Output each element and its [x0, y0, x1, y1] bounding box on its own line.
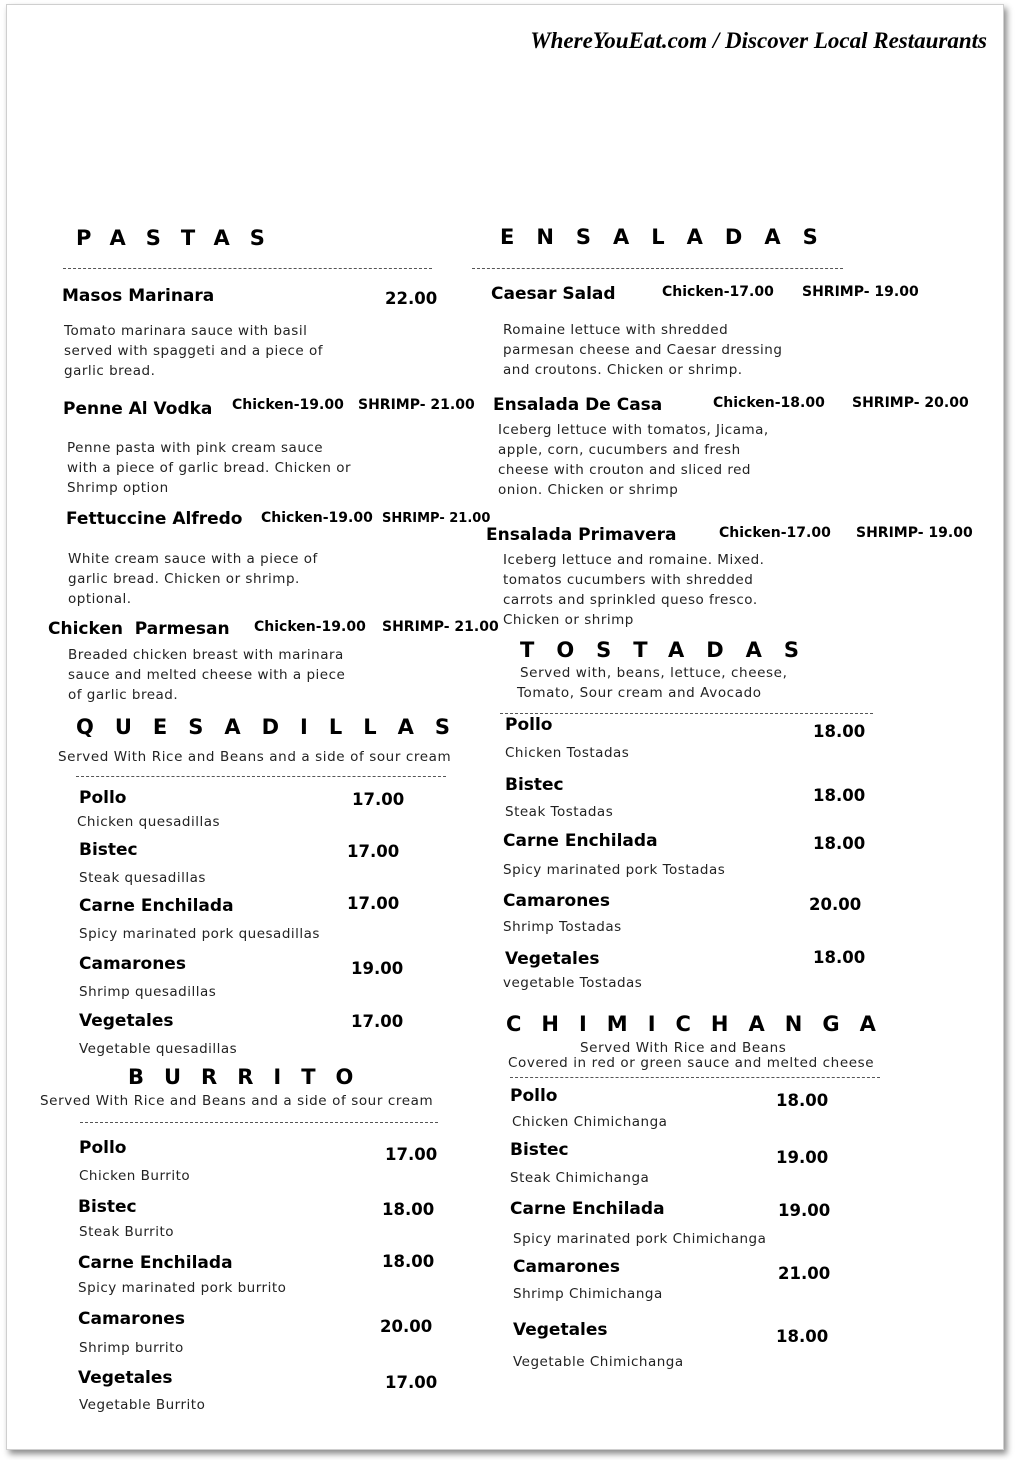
section-subtitle: Served with, beans, lettuce, cheese, — [520, 665, 788, 681]
item-price: 22.00 — [385, 289, 438, 308]
shrimp-price: SHRIMP- 19.00 — [856, 525, 973, 541]
item-desc: Steak Chimichanga — [510, 1170, 650, 1186]
item-price: 20.00 — [380, 1317, 433, 1336]
item-name: Vegetales — [505, 949, 600, 969]
item-name: Carne Enchilada — [78, 1253, 233, 1273]
item-name: Camarones — [513, 1257, 620, 1277]
section-title-ensaladas: ENSALADAS — [500, 225, 840, 249]
item-name: Masos Marinara — [62, 286, 215, 306]
item-desc: Chicken Tostadas — [505, 745, 630, 761]
item-desc: Breaded chicken breast with marinara sauce and melted cheese with a piece of garlic bread. — [68, 647, 346, 703]
shrimp-price: SHRIMP- 20.00 — [852, 395, 969, 411]
item-desc: White cream sauce with a piece of garlic bread. Chicken or shrimp. optional. — [68, 551, 318, 607]
item-name: Pollo — [505, 715, 553, 735]
item-name: Pollo — [510, 1086, 558, 1106]
item-name: Camarones — [503, 891, 610, 911]
item-desc: Chicken quesadillas — [77, 814, 221, 830]
divider — [510, 1077, 880, 1078]
item-price: 18.00 — [776, 1091, 829, 1110]
shrimp-price: SHRIMP- 21.00 — [358, 397, 475, 413]
chicken-price: Chicken-19.00 — [232, 397, 344, 413]
item-desc: Vegetable quesadillas — [79, 1041, 238, 1057]
section-title-burrito: BURRITO — [128, 1065, 374, 1089]
item-desc: Iceberg lettuce with tomatos, Jicama, apple, corn, cucumbers and fresh cheese with crouton and sliced red onion. Chicken or shrimp — [498, 422, 769, 498]
item-price: 17.00 — [347, 894, 400, 913]
item-desc: Shrimp quesadillas — [79, 984, 217, 1000]
item-desc: Tomato marinara sauce with basil served with spaggeti and a piece of garlic bread. — [64, 323, 324, 379]
chicken-price: Chicken-19.00 — [254, 619, 366, 635]
section-title-tostadas: TOSTADAS — [520, 638, 822, 662]
item-price: 18.00 — [776, 1327, 829, 1346]
chicken-price: Chicken-17.00 — [719, 525, 831, 541]
item-name: Carne Enchilada — [510, 1199, 665, 1219]
item-price: 18.00 — [813, 722, 866, 741]
item-name: Vegetales — [78, 1368, 173, 1388]
section-title-quesadillas: QUESADILLAS — [76, 715, 472, 739]
divider — [500, 713, 873, 714]
item-price: 17.00 — [347, 842, 400, 861]
item-price: 17.00 — [352, 790, 405, 809]
item-name: Camarones — [78, 1309, 185, 1329]
section-subtitle: Served With Rice and Beans — [580, 1040, 787, 1056]
item-name: Carne Enchilada — [503, 831, 658, 851]
shrimp-price: SHRIMP- 19.00 — [802, 284, 919, 300]
item-desc: Spicy marinated pork Chimichanga — [513, 1231, 767, 1247]
item-name: Bistec — [510, 1140, 569, 1160]
item-desc: Steak quesadillas — [79, 870, 206, 886]
item-name: Pollo — [79, 788, 127, 808]
item-price: 19.00 — [778, 1201, 831, 1220]
item-desc: Vegetable Chimichanga — [513, 1354, 684, 1370]
item-name: Bistec — [79, 840, 138, 860]
site-header: WhereYouEat.com / Discover Local Restaurants — [530, 28, 987, 53]
item-price: 19.00 — [351, 959, 404, 978]
item-price: 17.00 — [385, 1145, 438, 1164]
item-price: 17.00 — [351, 1012, 404, 1031]
item-name: Ensalada Primavera — [486, 525, 677, 545]
item-name: Pollo — [79, 1138, 127, 1158]
item-name: Penne Al Vodka — [63, 399, 213, 419]
item-price: 19.00 — [776, 1148, 829, 1167]
item-desc: vegetable Tostadas — [503, 975, 643, 991]
item-desc: Shrimp burrito — [79, 1340, 184, 1356]
item-desc: Shrimp Chimichanga — [513, 1286, 663, 1302]
item-price: 18.00 — [813, 948, 866, 967]
item-name: Vegetales — [513, 1320, 608, 1340]
item-name: Ensalada De Casa — [493, 395, 663, 415]
item-name: Camarones — [79, 954, 186, 974]
item-desc: Shrimp Tostadas — [503, 919, 622, 935]
item-desc: Steak Tostadas — [505, 804, 614, 820]
divider — [76, 776, 446, 777]
section-title-pastas: PASTAS — [76, 226, 285, 250]
section-subtitle: Covered in red or green sauce and melted cheese — [508, 1055, 875, 1071]
divider — [472, 268, 843, 269]
section-title-chimichanga: CHIMICHANGA — [506, 1012, 896, 1036]
item-price: 18.00 — [813, 834, 866, 853]
chicken-price: Chicken-17.00 — [662, 284, 774, 300]
divider — [63, 268, 432, 269]
item-desc: Romaine lettuce with shredded parmesan cheese and Caesar dressing and croutons. Chicken or shrimp. — [503, 322, 783, 378]
section-subtitle: Tomato, Sour cream and Avocado — [517, 685, 762, 701]
item-desc: Penne pasta with pink cream sauce with a piece of garlic bread. Chicken or Shrimp option — [67, 440, 352, 496]
item-desc: Spicy marinated pork quesadillas — [79, 926, 320, 942]
item-desc: Steak Burrito — [79, 1224, 175, 1240]
item-name: Chicken Parmesan — [48, 619, 230, 639]
item-name: Bistec — [78, 1197, 137, 1217]
section-subtitle: Served With Rice and Beans and a side of sour cream — [58, 749, 452, 765]
item-name: Caesar Salad — [491, 284, 616, 304]
item-name: Fettuccine Alfredo — [66, 509, 243, 529]
item-name: Vegetales — [79, 1011, 174, 1031]
item-desc: Chicken Burrito — [79, 1168, 191, 1184]
item-price: 18.00 — [382, 1252, 435, 1271]
chicken-price: Chicken-19.00 — [261, 510, 373, 526]
chicken-price: Chicken-18.00 — [713, 395, 825, 411]
item-desc: Spicy marinated pork burrito — [78, 1280, 287, 1296]
item-price: 17.00 — [385, 1373, 438, 1392]
section-subtitle: Served With Rice and Beans and a side of sour cream — [40, 1093, 434, 1109]
item-price: 21.00 — [778, 1264, 831, 1283]
item-price: 18.00 — [813, 786, 866, 805]
item-price: 20.00 — [809, 895, 862, 914]
item-price: 18.00 — [382, 1200, 435, 1219]
item-name: Carne Enchilada — [79, 896, 234, 916]
divider — [80, 1122, 438, 1123]
item-name: Bistec — [505, 775, 564, 795]
item-desc: Chicken Chimichanga — [512, 1114, 668, 1130]
item-desc: Vegetable Burrito — [79, 1397, 206, 1413]
shrimp-price: SHRIMP- 21.00 — [382, 619, 499, 635]
item-desc: Spicy marinated pork Tostadas — [503, 862, 726, 878]
item-desc: Iceberg lettuce and romaine. Mixed. tomatos cucumbers with shredded carrots and sprinkled queso fresco. Chicken or shrimp — [503, 552, 765, 628]
shrimp-price: SHRIMP- 21.00 — [382, 511, 491, 526]
